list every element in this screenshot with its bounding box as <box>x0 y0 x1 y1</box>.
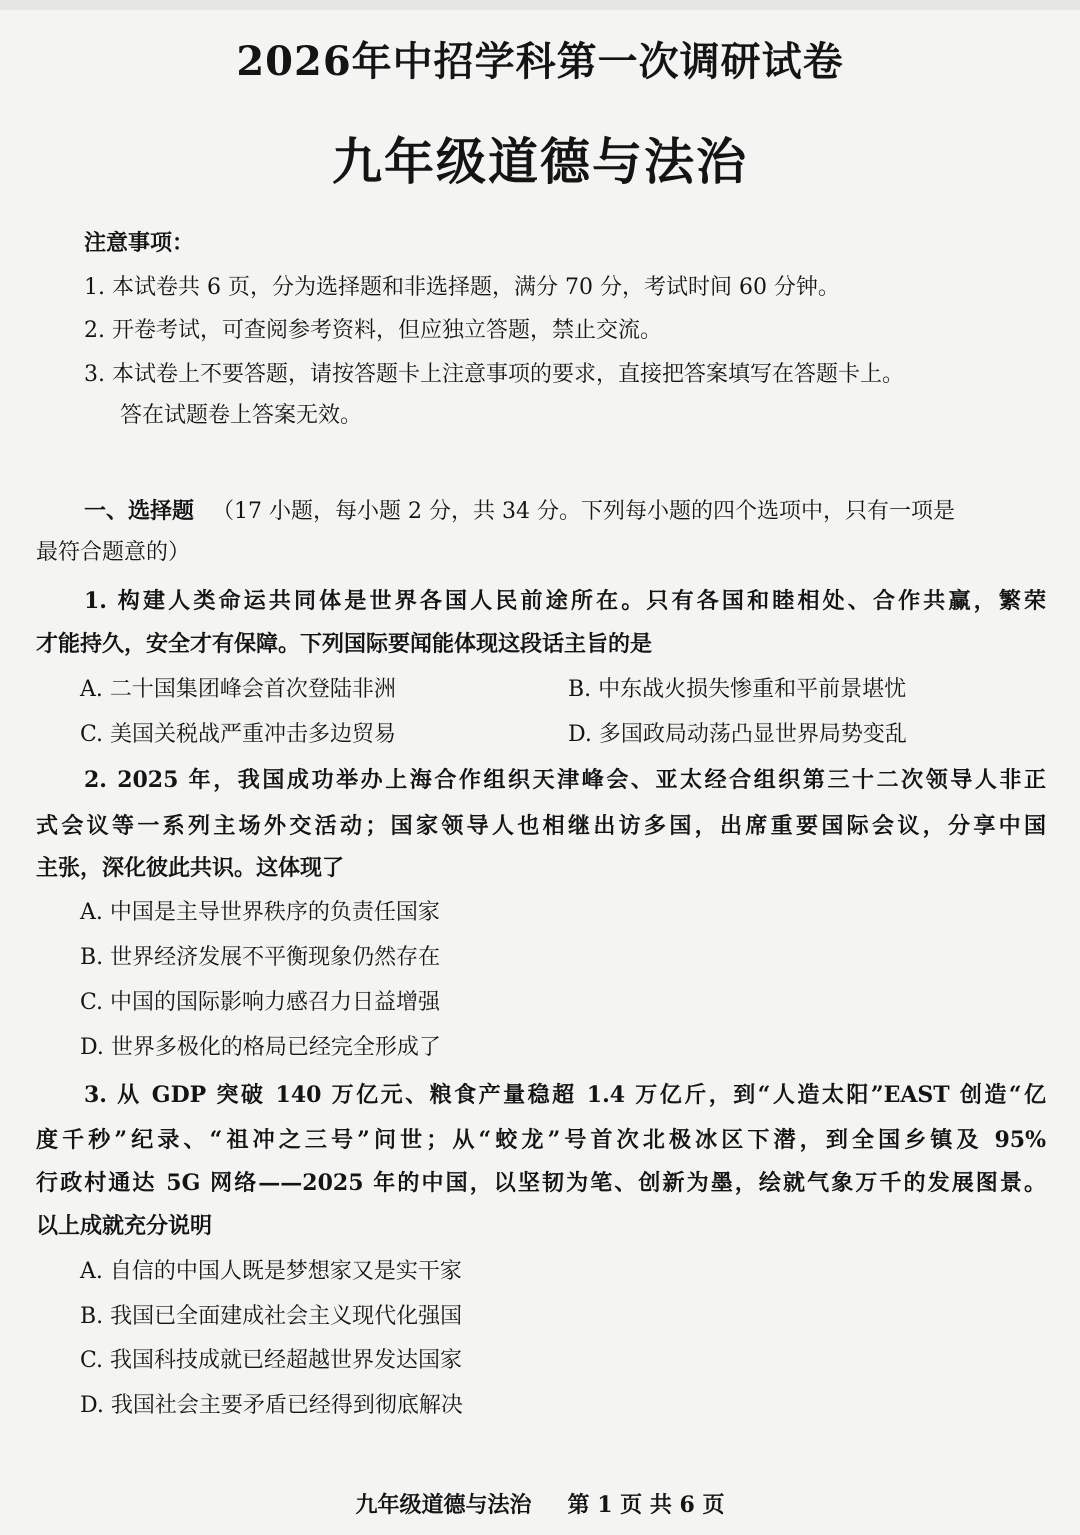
section-heading <box>84 496 955 527</box>
section-label: 一、选择题 <box>84 498 195 524</box>
question-3-line-4: 以上成就充分说明 <box>36 1213 213 1239</box>
question-2-option-b: B. 世界经济发展不平衡现象仍然存在 <box>80 945 441 970</box>
question-1-option-c: C. 美国关税战严重冲击多边贸易 <box>80 722 397 747</box>
question-3-option-d: D. 我国社会主要矛盾已经得到彻底解决 <box>80 1393 463 1418</box>
question-2-line-1: 2. 2025 年，我国成功举办上海合作组织天津峰会、亚太经合组织第三十二次领导人非正 <box>84 767 1046 793</box>
question-3-line-3: 行政村通达 5G 网络——2025 年的中国，以坚韧为笔、创新为墨，绘就气象万千的发展图景。 <box>36 1170 1046 1196</box>
question-2-option-d: D. 世界多极化的格局已经完全形成了 <box>80 1035 441 1060</box>
question-3-option-a: A. 自信的中国人既是梦想家又是实干家 <box>80 1259 462 1284</box>
footer-subject: 九年级道德与法治 <box>355 1492 532 1518</box>
notice-heading: 注意事项： <box>84 230 195 256</box>
question-3-line-2: 度千秒”纪录、“祖冲之三号”问世；从“蛟龙”号首次北极冰区下潜，到全国乡镇及 95% <box>36 1127 1046 1153</box>
notice-item-3-continued: 答在试题卷上答案无效。 <box>120 403 363 428</box>
section-description: （17 小题，每小题 2 分，共 34 分。下列每小题的四个选项中，只有一项是 <box>212 499 955 524</box>
question-2-option-a: A. 中国是主导世界秩序的负责任国家 <box>80 900 440 925</box>
page-footer <box>0 1488 1080 1519</box>
notice-item-2: 2. 开卷考试，可查阅参考资料，但应独立答题，禁止交流。 <box>84 318 662 343</box>
question-2-line-2: 式会议等一系列主场外交活动；国家领导人也相继出访多国，出席重要国际会议，分享中国 <box>36 813 1046 839</box>
question-3-line-1: 3. 从 GDP 突破 140 万亿元、粮食产量稳超 1.4 万亿斤，到“人造太阳”EAST 创造“亿 <box>84 1082 1046 1108</box>
footer-page-number: 第 1 页 共 6 页 <box>567 1492 725 1518</box>
question-1-line-1: 1. 构建人类命运共同体是世界各国人民前途所在。只有各国和睦相处、合作共赢，繁荣 <box>84 588 1046 614</box>
question-3-option-c: C. 我国科技成就已经超越世界发达国家 <box>80 1348 463 1373</box>
exam-subject-title: 九年级道德与法治 <box>332 132 748 191</box>
question-1-option-a: A. 二十国集团峰会首次登陆非洲 <box>80 677 396 702</box>
section-description-continued: 最符合题意的） <box>36 540 191 565</box>
question-3-option-b: B. 我国已全面建成社会主义现代化强国 <box>80 1304 463 1329</box>
notice-item-3: 3. 本试卷上不要答题，请按答题卡上注意事项的要求，直接把答案填写在答题卡上。 <box>84 362 904 387</box>
notice-item-1: 1. 本试卷共 6 页，分为选择题和非选择题，满分 70 分，考试时间 60 分钟。 <box>84 275 840 300</box>
question-1-option-b: B. 中东战火损失惨重和平前景堪忧 <box>568 677 907 702</box>
question-1-line-2: 才能持久，安全才有保障。下列国际要闻能体现这段话主旨的是 <box>36 631 653 657</box>
exam-title: 2026年中招学科第一次调研试卷 <box>236 38 844 85</box>
question-1-option-d: D. 多国政局动荡凸显世界局势变乱 <box>568 722 907 747</box>
question-2-option-c: C. 中国的国际影响力感召力日益增强 <box>80 990 441 1015</box>
question-2-line-3: 主张，深化彼此共识。这体现了 <box>36 855 345 881</box>
scan-top-edge <box>0 0 1080 10</box>
